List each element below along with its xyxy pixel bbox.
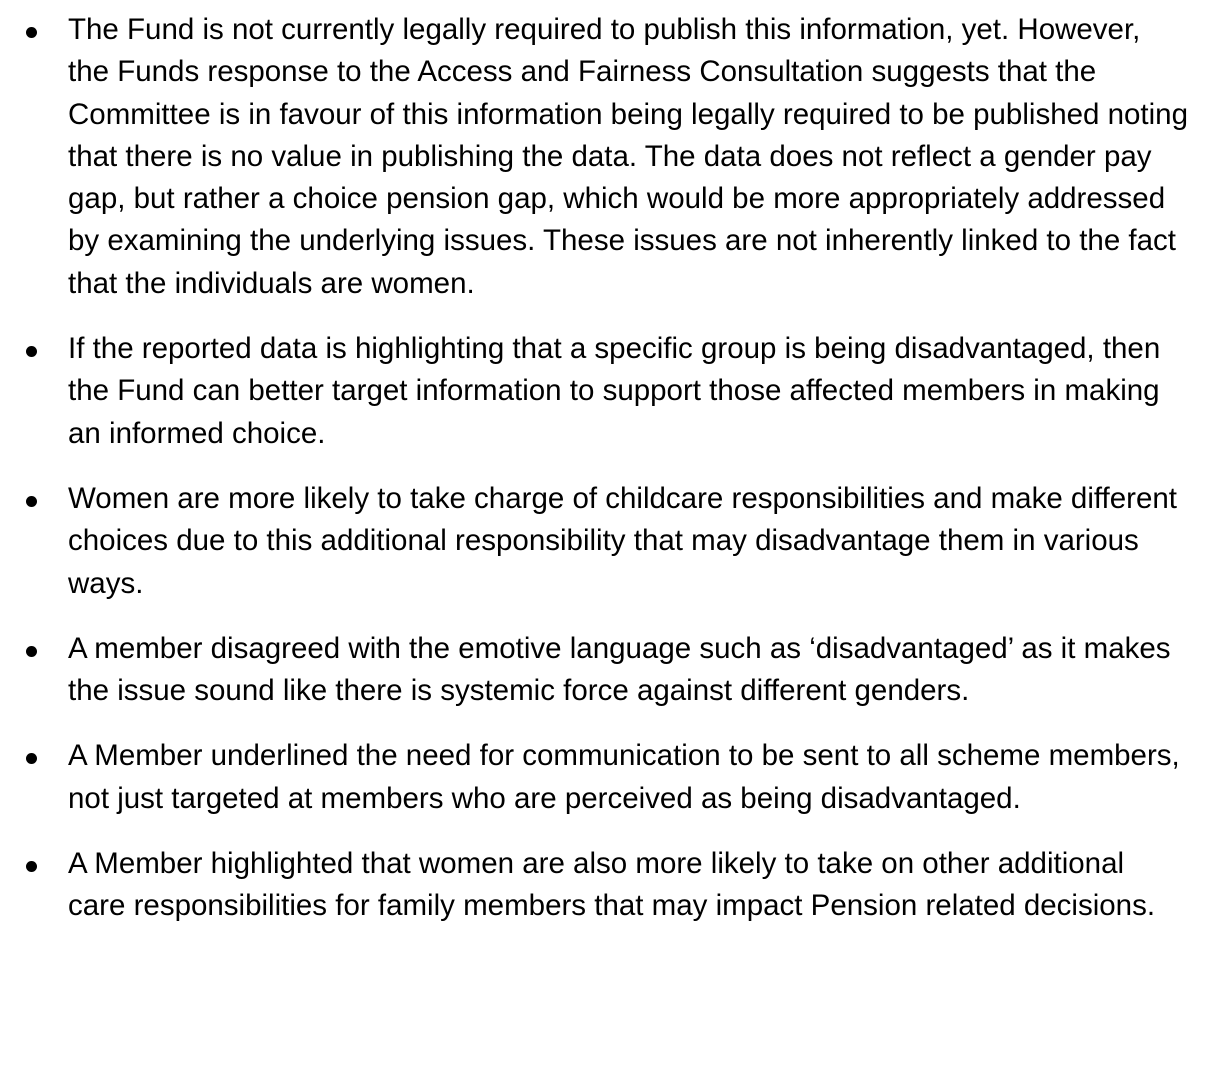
list-item-text: If the reported data is highlighting that a specific group is being disadvantaged, then the Fund can better target information to support those affected members in making an informed choice. (68, 332, 1161, 450)
list-item-text: A Member highlighted that women are also more likely to take on other additional care responsibilities for family members that may impact Pension related decisions. (68, 847, 1156, 923)
list-item (0, 735, 1188, 820)
list-item (0, 628, 1188, 713)
list-item (0, 328, 1188, 455)
list-item (0, 478, 1188, 605)
bullet-icon (26, 27, 37, 38)
bullet-icon (26, 646, 37, 657)
list-item-text: The Fund is not currently legally required to publish this information, yet. However, the Funds response to the Access and Fairness Consultation suggests that the Committee is in favour of this information being legally required to be published noting that there is no value in publishing the data. The data does not reflect a gender pay gap, but rather a choice pension gap, which would be more appropriately addressed by examining the underlying issues. These issues are not inherently linked to the fact that the individuals are women. (68, 13, 1188, 300)
bullet-icon (26, 346, 37, 357)
list-item-text: Women are more likely to take charge of childcare responsibilities and make different choices due to this additional responsibility that may disadvantage them in various ways. (68, 481, 1177, 600)
bullet-icon (26, 753, 37, 764)
document-body (0, 9, 1206, 928)
list-item (0, 9, 1188, 305)
list-item-text: A Member underlined the need for communication to be sent to all scheme members, not just targeted at members who are perceived as being disadvantaged. (68, 739, 1180, 815)
list-item (0, 843, 1188, 928)
bullet-icon (26, 861, 37, 872)
bullet-list (0, 9, 1206, 928)
list-item-text: A member disagreed with the emotive language such as ‘disadvantaged’ as it makes the issue sound like there is systemic force against different genders. (68, 631, 1171, 708)
bullet-icon (26, 496, 37, 507)
